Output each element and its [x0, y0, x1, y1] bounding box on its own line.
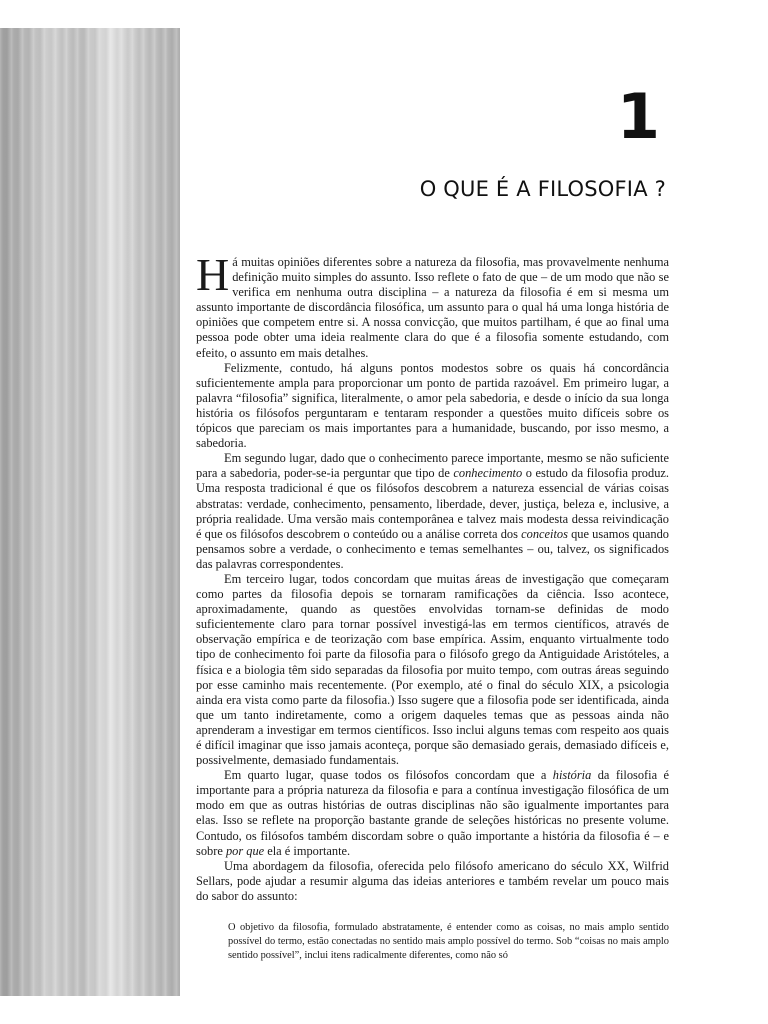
paragraph-3-emphasis-2: conceitos — [521, 526, 568, 541]
paragraph-5-text-c: ela é importante. — [264, 843, 351, 858]
paragraph-3-emphasis-1: conhecimento — [453, 466, 523, 481]
paragraph-5-emphasis-1: história — [552, 768, 592, 783]
decorative-side-band — [0, 28, 180, 996]
paragraph-5-text-b: da filosofia é importante para a própria natureza da filosofia e para a contínua investigação filosófica de um modo em que as outras histórias de outras disciplinas não são igualmente importantes para elas. Isso se reflete na proporção bastante grande de seleções históricas no presente volume. Contudo, os filósofos também discordam sobre o quão importante a história da filosofia é – e sobre — [196, 768, 670, 858]
paragraph-5-emphasis-2: por que — [225, 843, 265, 858]
paragraph-5 — [196, 768, 669, 859]
chapter-title: O QUE É A FILOSOFIA ? — [419, 177, 666, 201]
paragraph-6: Uma abordagem da filosofia, oferecida pelo filósofo americano do século XX, Wilfrid Sellars, pode ajudar a resumir alguma das ideias anteriores e também revelar um pouco mais do sabor do assunto: — [196, 858, 669, 903]
paragraph-5-text-a: Em quarto lugar, quase todos os filósofos concordam que a — [224, 768, 553, 783]
paragraph-3 — [196, 451, 669, 572]
paragraph-2: Felizmente, contudo, há alguns pontos modestos sobre os quais há concordância suficientemente ampla para proporcionar um ponto de partida razoável. Em primeiro lugar, a palavra “filosofia” significa, literalmente, o amor pela sabedoria, e desde o início da sua longa história os filósofos perguntaram e tentaram responder a questões muito difíceis sobre os tópicos que pareciam os mais importantes para a humanidade, buscando, por isso mesmo, a sabedoria. — [196, 360, 669, 451]
paragraph-3-text-c: que usamos quando pensamos sobre a verdade, o conhecimento e temas semelhantes – ou, talvez, os significados das palavras correspondentes. — [196, 526, 669, 571]
paragraph-3-text-a: Em segundo lugar, dado que o conhecimento parece importante, mesmo se não suficiente para a sabedoria, poder-se-ia perguntar que tipo de — [196, 451, 669, 481]
paragraph-1-text: á muitas opiniões diferentes sobre a natureza da filosofia, mas provavelmente nenhuma definição muito simples do assunto. Isso reflete o fato de que – de um modo que não se verifica em nenhuma outra disciplina – a natureza da filosofia é em si mesma um assunto importante de discordância filosófica, um assunto para o qual há uma longa história de opiniões que competem entre si. A nossa convicção, que muitos partilham, é que ao final uma pessoa pode obter uma ideia realmente clara do que é a filosofia somente estudando, com efeito, o assunto em mais detalhes. — [196, 255, 669, 360]
drop-cap: H — [196, 249, 230, 300]
paragraph-4: Em terceiro lugar, todos concordam que muitas áreas de investigação que começaram como partes da filosofia depois se tornaram ramificações da ciência. Isso acontece, aproximadamente, quando as questões envolvidas tornam-se definidas de modo suficientemente claro para tornar possível investigá-las em termos científicos, através de observação empírica e de teorização com base empírica. Assim, enquanto virtualmente todo tipo de conhecimento foi parte da filosofia para o filósofo grego da Antiguidade Aristóteles, a física e a biologia têm sido separadas da filosofia por muito tempo, com outras áreas seguindo por esse caminho mais recentemente. (Por exemplo, até o final do século XIX, a psicologia ainda era vista como parte da filosofia.) Isso sugere que a filosofia pode ser identificada, ainda que um tanto indiretamente, como a origem daqueles temas que as pessoas ainda não aprenderam a investigar em termos científicos. Isso inclui alguns temas com respeito aos quais é difícil imaginar que isso jamais aconteça, porque são demasiado gerais, demasiado difíceis e, possivelmente, demasiado fundamentais. — [196, 571, 669, 768]
paragraph-3-text-b: o estudo da filosofia produz. Uma resposta tradicional é que os filósofos descobrem a natureza essencial de várias coisas abstratas: verdade, conhecimento, pensamento, liberdade, dever, justiça, beleza e, inclusive, a própria realidade. Uma versão mais contemporânea e talvez mais modesta dessa reivindicação é que os filósofos descobrem o conteúdo ou a análise correta dos — [196, 466, 669, 541]
chapter-body — [196, 249, 670, 964]
block-quote: O objetivo da filosofia, formulado abstratamente, é entender como as coisas, no mais amplo sentido possível do termo, estão conectadas no sentido mais amplo possível do termo. Sob “coisas no mais amplo sentido possível”, inclui itens radicalmente diferentes, como não só — [228, 922, 669, 962]
paragraph-1 — [196, 249, 669, 361]
chapter-number: 1 — [616, 80, 660, 153]
